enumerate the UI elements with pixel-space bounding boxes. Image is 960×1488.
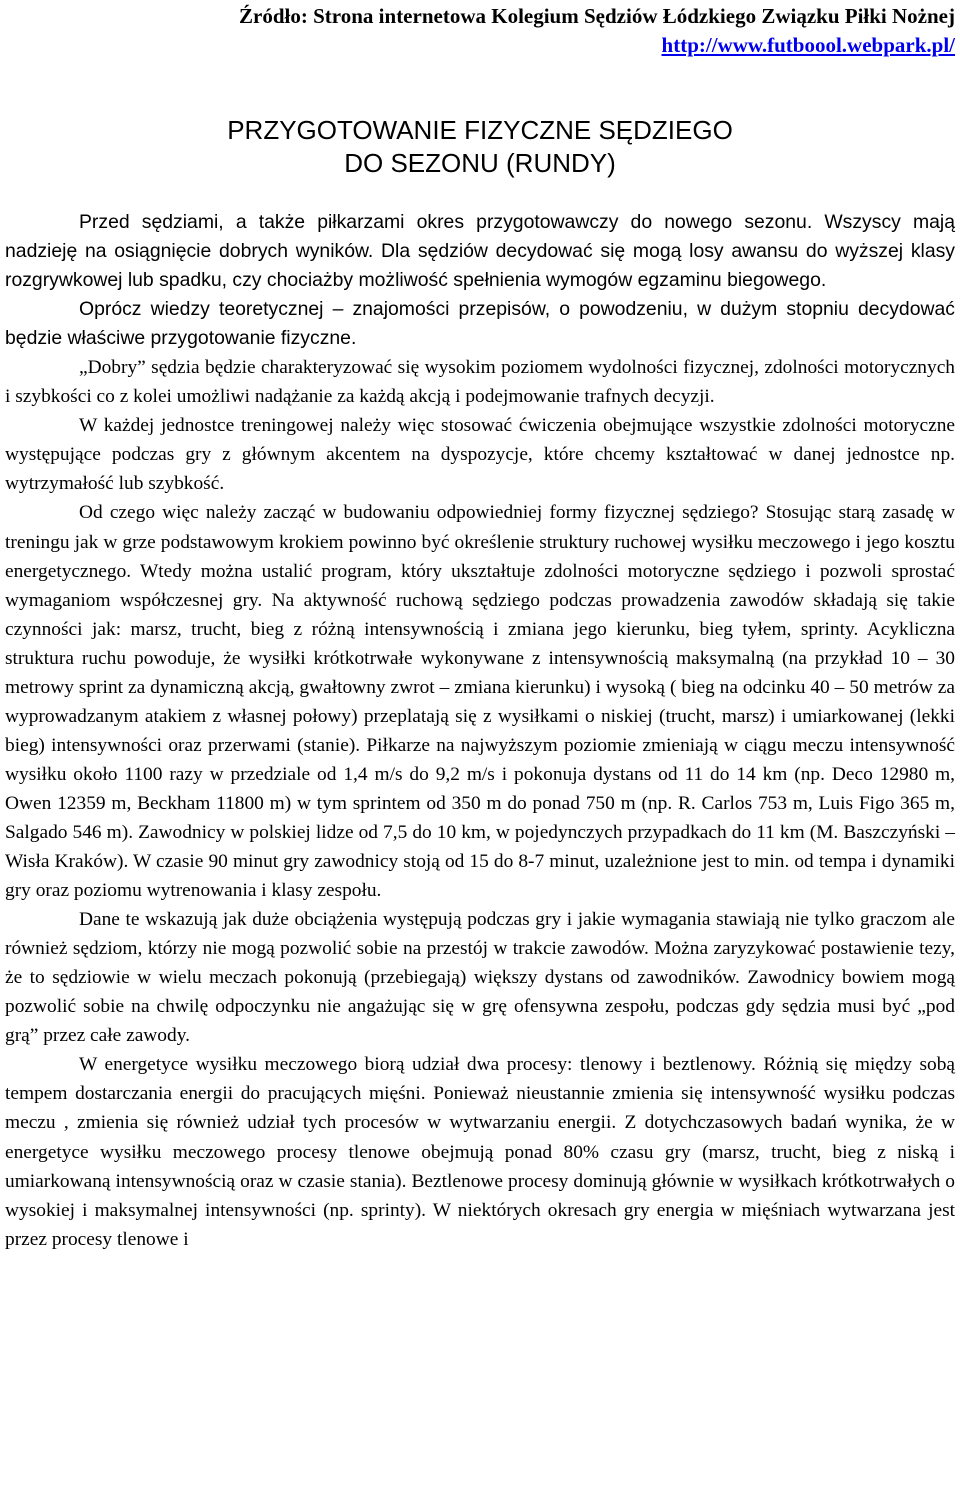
paragraph: „Dobry” sędzia będzie charakteryzować się wysokim poziomem wydolności fizycznej, zdolności motorycznych i szybkości co z kolei umożliwi nadążanie za każdą akcją i podejmowanie trafnych decyzji. [5, 357, 955, 408]
paragraph: W każdej jednostce treningowej należy więc stosować ćwiczenia obejmujące wszystkie zdolności motoryczne występujące podczas gry z głównym akcentem na dyspozycje, które chcemy kształtować w danej jednostce np. wytrzymałość lub szybkość. [5, 415, 955, 495]
paragraph: Dane te wskazują jak duże obciążenia występują podczas gry i jakie wymagania stawiają nie tylko graczom ale również sędziom, którzy nie mogą pozwolić sobie na przestój w trakcie zawodów. Można zaryzykować postawienie tezy, że to sędziowie w wielu meczach pokonują (przebiegają) większy dystans od zawodników. Zawodnicy bowiem mogą pozwolić sobie na chwilę odpoczynku nie angażując się w grę ofensywna zespołu, podczas gdy sędzia musi być „pod grą” przez całe zawody. [5, 909, 955, 1047]
source-header [5, 2, 955, 60]
document-body [5, 208, 955, 1254]
source-link[interactable]: http://www.futboool.webpark.pl/ [661, 33, 955, 57]
paragraph: Od czego więc należy zacząć w budowaniu odpowiedniej formy fizycznej sędziego? Stosując starą zasadę w treningu jak w grze podstawowym krokiem powinno być określenie struktury ruchowej wysiłku meczowego i jego kosztu energetycznego. Wtedy można ustalić program, który ukształtuje zdolności motoryczne sędziego i pozwoli sprostać wymaganiom współczesnej gry. Na aktywność ruchową sędziego podczas prowadzenia zawodów składają się takie czynności jak: marsz, trucht, bieg z różną intensywnością i zmiana jego kierunku, bieg tyłem, sprinty. Acykliczna struktura ruchu powoduje, że wysiłki krótkotrwałe wykonywane z intensywnością maksymalną (na przykład 10 – 30 metrowy sprint za dynamiczną akcją, gwałtowny zwrot – zmiana kierunku) i wysoką ( bieg na odcinku 40 – 50 metrów za wyprowadzanym atakiem z własnej połowy) przeplatają się z wysiłkami o niskiej (trucht, marsz) i umiarkowanej (lekki bieg) intensywności oraz przerwami (stanie). Piłkarze na najwyższym poziomie zmieniają w ciągu meczu intensywność wysiłku około 1100 razy w przedziale od 1,4 m/s do 9,2 m/s i pokonuja dystans od 11 do 14 km (np. Deco 12980 m, Owen 12359 m, Beckham 11800 m) w tym sprintem od 350 m do ponad 750 m (np. R. Carlos 753 m, Luis Figo 365 m, Salgado 546 m). Zawodnicy w polskiej lidze od 7,5 do 10 km, w pojedynczych przypadkach do 11 km (M. Baszczyński – Wisła Kraków). W czasie 90 minut gry zawodnicy stoją od 15 do 8-7 minut, uzależnione jest to min. od tempa i dynamiki gry oraz poziomu wytrenowania i klasy zespołu. [5, 502, 955, 902]
title-line-2: DO SEZONU (RUNDY) [344, 148, 616, 178]
source-line: Źródło: Strona internetowa Kolegium Sędziów Łódzkiego Związku Piłki Nożnej [239, 4, 955, 28]
paragraph: W energetyce wysiłku meczowego biorą udział dwa procesy: tlenowy i beztlenowy. Różnią się między sobą tempem dostarczania energii do pracujących mięśni. Ponieważ nieustannie zmienia się intensywność wysiłku podczas meczu , zmienia się również udział tych procesów w wytwarzaniu energii. Z dotychczasowych badań wynika, że w energetyce wysiłku meczowego procesy tlenowe obejmują ponad 80% czasu gry (marsz, trucht, bieg z niską i umiarkowaną intensywnością oraz w czasie stania). Beztlenowe procesy dominują głównie w wysiłkach krótkotrwałych o wysokiej i maksymalnej intensywności (np. sprinty). W niektórych okresach gry energia w mięśniach wytwarzana jest przez procesy tlenowe i [5, 1054, 955, 1250]
paragraph: Oprócz wiedzy teoretycznej – znajomości przepisów, o powodzeniu, w dużym stopniu decydować będzie właściwe przygotowanie fizyczne. [5, 298, 955, 350]
document-title [5, 114, 955, 180]
document-page [5, 0, 955, 1254]
title-line-1: PRZYGOTOWANIE FIZYCZNE SĘDZIEGO [227, 115, 733, 145]
paragraph: Przed sędziami, a także piłkarzami okres przygotowawczy do nowego sezonu. Wszyscy mają nadzieję na osiągnięcie dobrych wyników. Dla sędziów decydować się mogą losy awansu do wyższej klasy rozgrywkowej lub spadku, czy chociażby możliwość spełnienia wymogów egzaminu biegowego. [5, 211, 955, 292]
